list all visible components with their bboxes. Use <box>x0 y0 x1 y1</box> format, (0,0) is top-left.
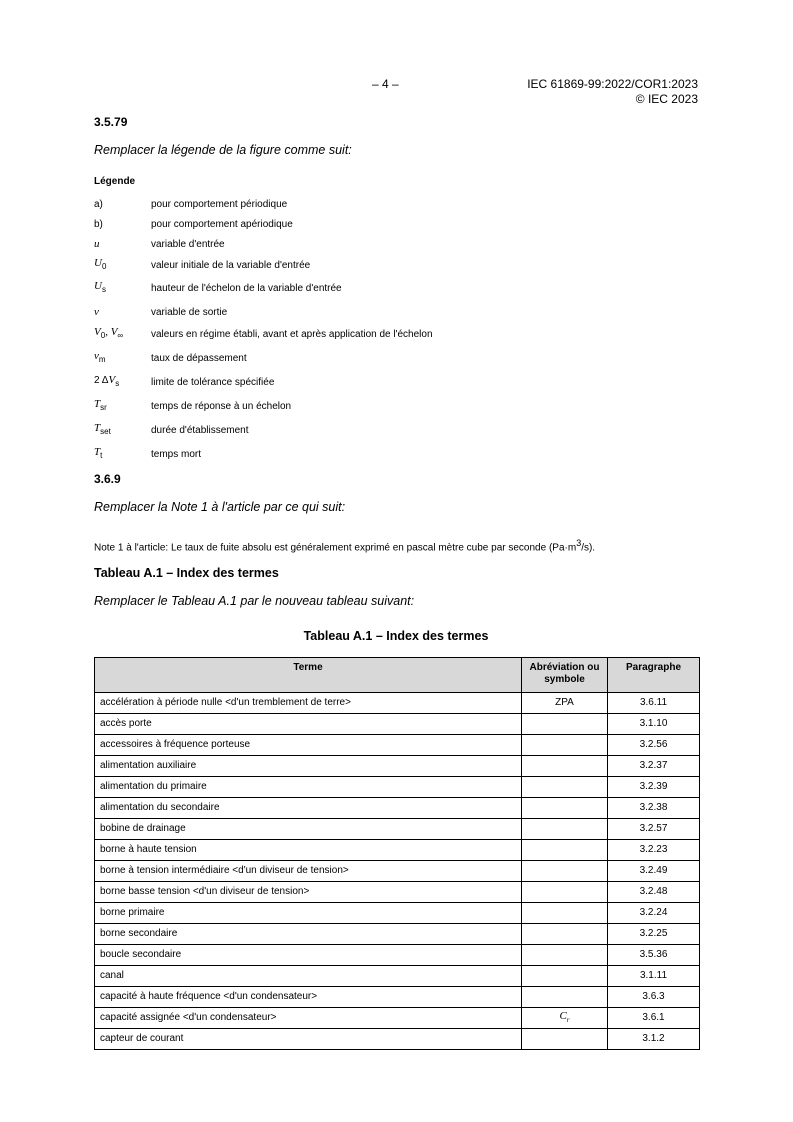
abbreviation-cell <box>522 924 608 945</box>
term-cell: alimentation auxiliaire <box>95 756 522 777</box>
legend-symbol-text: $v_m$ <box>94 349 106 364</box>
section-instruction: Remplacer la légende de la figure comme suit: <box>94 143 352 157</box>
note-body: Note 1 à l'article: Le taux de fuite absolu est généralement exprimé en pascal mètre cube par seconde (Pa·m <box>94 542 577 554</box>
abbreviation-cell <box>522 987 608 1008</box>
legend-description: durée d'établissement <box>151 425 249 436</box>
paragraph-cell: 3.1.2 <box>608 1029 700 1050</box>
paragraph-cell: 3.2.56 <box>608 735 700 756</box>
paragraph-cell: 3.2.39 <box>608 777 700 798</box>
table-row <box>95 756 700 777</box>
table-row <box>95 966 700 987</box>
symbol-text: $C_r$ <box>559 1009 570 1025</box>
legend-symbol-text: $T_{sr}$ <box>94 397 107 412</box>
paragraph-cell: 3.2.49 <box>608 861 700 882</box>
note-superscript: 3 <box>576 538 582 548</box>
abbreviation-cell: ZPA <box>522 693 608 714</box>
legend-symbol <box>94 326 123 340</box>
legend-item <box>94 253 694 271</box>
table-row <box>95 714 700 735</box>
note-text <box>94 538 595 553</box>
table-row <box>95 777 700 798</box>
legend-description: temps de réponse à un échelon <box>151 401 292 412</box>
copyright: © IEC 2023 <box>635 92 698 106</box>
abbreviation-cell <box>522 903 608 924</box>
legend-symbol <box>94 350 106 364</box>
legend-item <box>94 322 694 340</box>
abbreviation-cell <box>522 735 608 756</box>
term-cell: accessoires à fréquence porteuse <box>95 735 522 756</box>
term-cell: alimentation du secondaire <box>95 798 522 819</box>
legend-item <box>94 442 694 460</box>
legend-symbol-text: $T_t$ <box>94 445 103 460</box>
paragraph-cell: 3.2.25 <box>608 924 700 945</box>
abbreviation-cell <box>522 819 608 840</box>
term-cell: capteur de courant <box>95 1029 522 1050</box>
term-cell: boucle secondaire <box>95 945 522 966</box>
abbreviation-cell <box>522 840 608 861</box>
abbreviation-cell <box>522 1029 608 1050</box>
legend-symbol: a) <box>94 199 103 210</box>
column-header-term: Terme <box>95 658 522 693</box>
section-instruction: Remplacer la Note 1 à l'article par ce qui suit: <box>94 500 346 514</box>
legend-symbol <box>94 280 106 294</box>
abbreviation-cell <box>522 714 608 735</box>
legend-item <box>94 212 694 230</box>
abbreviation-cell <box>522 882 608 903</box>
legend-item <box>94 394 694 412</box>
table-row <box>95 987 700 1008</box>
table-row <box>95 882 700 903</box>
term-cell: canal <box>95 966 522 987</box>
legend-symbol: b) <box>94 219 103 230</box>
paragraph-cell: 3.6.1 <box>608 1008 700 1029</box>
legend-description: taux de dépassement <box>151 353 247 364</box>
table-row <box>95 840 700 861</box>
paragraph-cell: 3.2.37 <box>608 756 700 777</box>
abbreviation-cell <box>522 756 608 777</box>
term-cell: accélération à période nulle <d'un tremblement de terre> <box>95 693 522 714</box>
paragraph-cell: 3.1.11 <box>608 966 700 987</box>
table-row <box>95 1008 700 1029</box>
term-cell: borne basse tension <d'un diviseur de tension> <box>95 882 522 903</box>
term-cell: borne secondaire <box>95 924 522 945</box>
table-row <box>95 945 700 966</box>
abbreviation-cell <box>522 945 608 966</box>
term-cell: borne à haute tension <box>95 840 522 861</box>
legend-title: Légende <box>94 176 136 187</box>
reference-code: IEC 61869-99:2022/COR1:2023 <box>527 77 698 91</box>
table-row <box>95 903 700 924</box>
page-number: – 4 – <box>372 77 399 91</box>
abbreviation-cell <box>522 777 608 798</box>
legend-symbol-text: $U_0$ <box>94 256 107 271</box>
abbreviation-cell <box>522 966 608 987</box>
legend-symbol-text: v <box>94 306 99 318</box>
term-cell: capacité à haute fréquence <d'un condensateur> <box>95 987 522 1008</box>
abbreviation-cell <box>522 798 608 819</box>
term-cell: borne à tension intermédiaire <d'un diviseur de tension> <box>95 861 522 882</box>
legend-symbol <box>94 257 106 271</box>
table-row <box>95 693 700 714</box>
paragraph-cell: 3.2.48 <box>608 882 700 903</box>
legend-description: valeur initiale de la variable d'entrée <box>151 260 311 271</box>
legend-description: pour comportement apériodique <box>151 219 293 230</box>
abbreviation-cell <box>522 1008 608 1029</box>
legend-item <box>94 346 694 364</box>
table-row <box>95 819 700 840</box>
legend-description: hauteur de l'échelon de la variable d'entrée <box>151 283 342 294</box>
paragraph-cell: 3.6.11 <box>608 693 700 714</box>
table-instruction: Remplacer le Tableau A.1 par le nouveau tableau suivant: <box>94 594 415 608</box>
legend-symbol <box>94 398 107 412</box>
legend-description: temps mort <box>151 449 202 460</box>
legend-description: variable de sortie <box>151 307 228 318</box>
paragraph-cell: 3.2.38 <box>608 798 700 819</box>
legend-item <box>94 192 694 210</box>
legend-symbol <box>94 422 111 436</box>
legend-description: limite de tolérance spécifiée <box>151 377 275 388</box>
abbreviation-cell <box>522 861 608 882</box>
legend-description: valeurs en régime établi, avant et après application de l'échelon <box>151 329 433 340</box>
legend-symbol <box>94 306 99 318</box>
term-cell: alimentation du primaire <box>95 777 522 798</box>
legend-symbol-text: 2 $\Delta V_s$ <box>94 374 120 388</box>
legend-item <box>94 232 694 250</box>
legend-symbol-text: u <box>94 238 100 250</box>
paragraph-cell: 3.6.3 <box>608 987 700 1008</box>
table-caption: Tableau A.1 – Index des termes <box>303 629 489 643</box>
document-reference <box>527 77 698 107</box>
legend-item <box>94 370 694 388</box>
paragraph-cell: 3.2.24 <box>608 903 700 924</box>
note-suffix: /s). <box>581 542 596 554</box>
paragraph-cell: 3.1.10 <box>608 714 700 735</box>
legend-symbol-text: $V_0$, $V_\infty$ <box>94 325 124 340</box>
legend-symbol <box>94 374 119 388</box>
table-row <box>95 735 700 756</box>
table-body <box>95 693 700 1050</box>
legend-symbol-text: $T_{set}$ <box>94 421 111 436</box>
paragraph-cell: 3.2.57 <box>608 819 700 840</box>
table-heading: Tableau A.1 – Index des termes <box>94 566 279 580</box>
term-cell: capacité assignée <d'un condensateur> <box>95 1008 522 1029</box>
legend-item <box>94 418 694 436</box>
legend-item <box>94 300 694 318</box>
legend-symbol <box>94 446 102 460</box>
column-header-paragraph: Paragraphe <box>608 658 700 693</box>
table-row <box>95 861 700 882</box>
index-table <box>94 657 700 1050</box>
section-number: 3.6.9 <box>94 472 121 486</box>
column-header-abbreviation: Abréviation ou symbole <box>522 658 608 693</box>
legend-symbol-text: $U_s$ <box>94 279 106 294</box>
section-number: 3.5.79 <box>94 115 128 129</box>
legend-description: variable d'entrée <box>151 239 225 250</box>
legend-symbol <box>94 238 100 250</box>
paragraph-cell: 3.2.23 <box>608 840 700 861</box>
term-cell: bobine de drainage <box>95 819 522 840</box>
table-row <box>95 798 700 819</box>
table-row <box>95 924 700 945</box>
table-header-row <box>95 658 700 693</box>
term-cell: borne primaire <box>95 903 522 924</box>
term-cell: accès porte <box>95 714 522 735</box>
legend-item <box>94 276 694 294</box>
table-row <box>95 1029 700 1050</box>
paragraph-cell: 3.5.36 <box>608 945 700 966</box>
legend-description: pour comportement périodique <box>151 199 288 210</box>
